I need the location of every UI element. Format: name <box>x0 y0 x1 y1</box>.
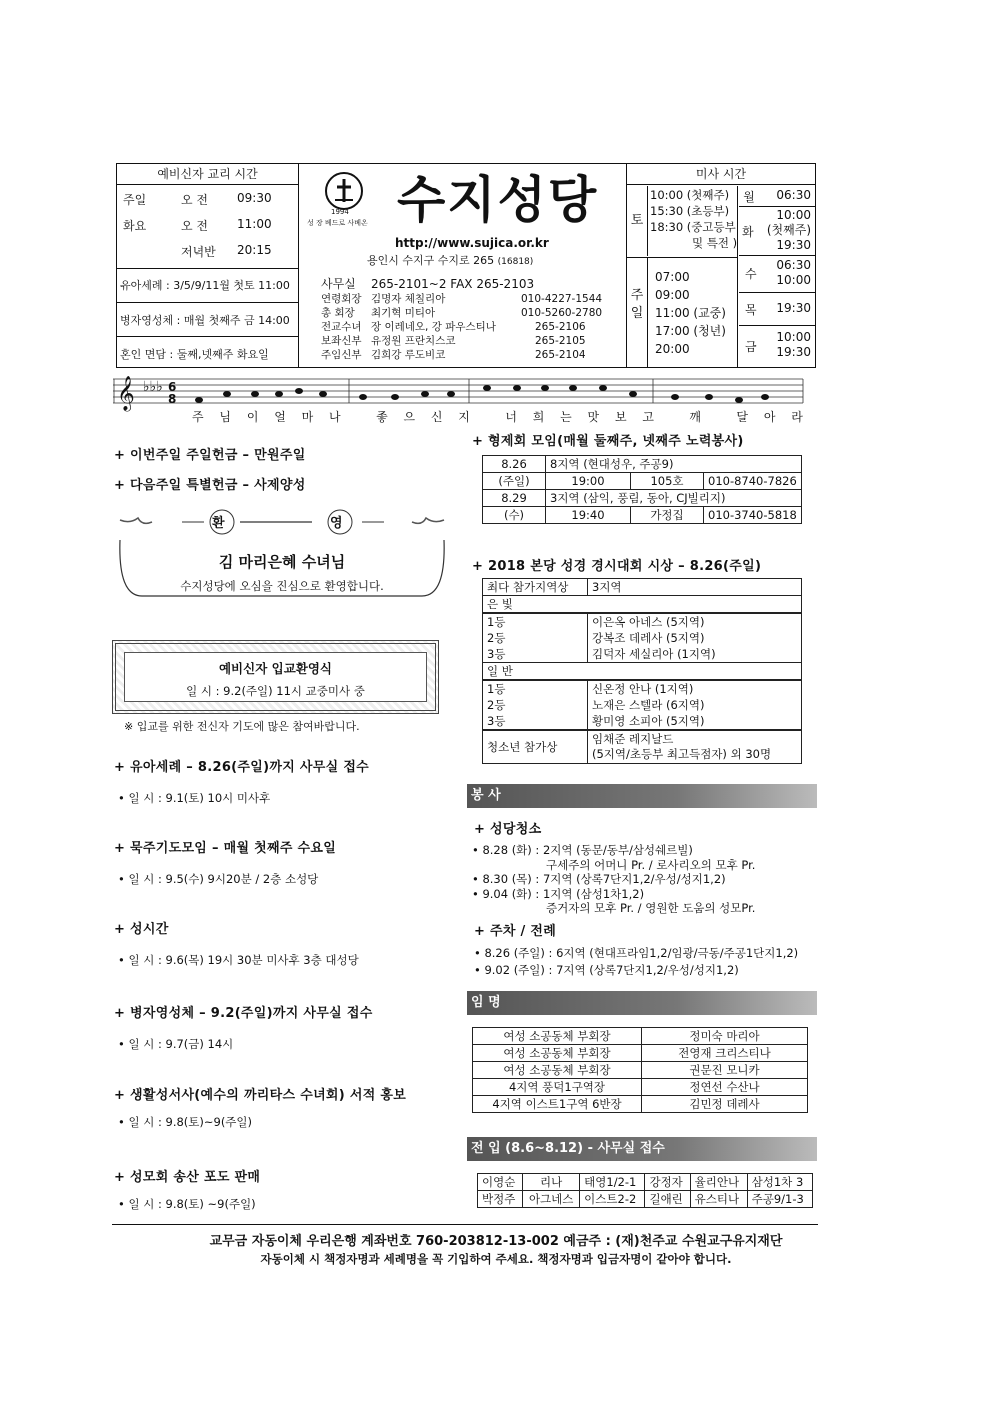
mass-time: 09:00 <box>655 288 690 302</box>
cell: 3등 <box>483 713 588 730</box>
cell: 1등 <box>483 613 588 630</box>
contact-phone: 265-2104 <box>535 349 586 361</box>
notice-detail: • 일 시 : 9.1(토) 10시 미사후 <box>118 791 271 805</box>
table-row <box>473 1096 808 1113</box>
table-row <box>473 1028 808 1045</box>
cell: 19:40 <box>546 507 631 524</box>
youth-winner: 임채준 레지날드 <box>592 732 674 746</box>
list-item: • 8.26 (주일) : 6지역 (현대프라임1,2/임광/극동/주공1단지1,2) <box>474 946 799 960</box>
day: 화요 <box>123 219 147 233</box>
notice-heading: + 성모회 송산 포도 판매 <box>114 1170 261 1185</box>
notice-detail: • 일 시 : 9.7(금) 14시 <box>118 1037 234 1051</box>
mass-time: 11:00 (교중) <box>655 306 726 320</box>
list-item: 구세주의 어머니 Pr. / 로사리오의 모후 Pr. <box>546 857 756 872</box>
weekday-times-list <box>776 258 811 288</box>
ceremony-inner <box>124 652 427 702</box>
table-row <box>483 613 802 630</box>
mass-time: 10:00 <box>776 330 811 344</box>
cell: 아그네스 <box>523 1191 580 1208</box>
cell: 105호 <box>631 473 704 490</box>
cell: 신온정 안나 (1지역) <box>588 680 802 697</box>
welcome-char-2: 영 <box>330 516 343 531</box>
parish-address: 용인시 수지구 수지로 265 <box>367 254 495 267</box>
cell: 일 반 <box>483 663 802 681</box>
sunday-label-cell <box>627 257 648 367</box>
contact-phone: 265-2106 <box>535 321 586 333</box>
appointment-table <box>472 1027 808 1113</box>
cell: 010-8740-7826 <box>704 473 802 490</box>
contact-name: 유정원 프란치스코 <box>371 335 456 347</box>
weekday-row <box>739 293 815 326</box>
contact-row <box>321 306 621 320</box>
weekday-times <box>739 188 815 366</box>
list-item: • 8.30 (목) : 7지역 (상록7단지1,2/우성/성지1,2) <box>472 872 726 886</box>
sunday-label: 주 일 <box>630 288 644 321</box>
ampm: 저녁반 <box>181 245 216 259</box>
ceremony-box <box>112 640 439 714</box>
weekday-row <box>739 256 815 293</box>
table-row <box>483 730 802 764</box>
table-row <box>483 697 802 713</box>
cell: 이스트2-2 <box>580 1191 645 1208</box>
footer-account: 교무금 자동이체 우리은행 계좌번호 760-203812-13-002 예금주 : (재)천주교 수원교구유지재단 <box>209 1234 783 1249</box>
list-item: • 8.28 (화) : 2지역 (동문/동부/삼성쉐르빌) <box>472 843 693 857</box>
cross-icon <box>327 174 361 208</box>
mass-time: 19:30 <box>776 345 811 359</box>
contact-name: 김명자 체칠리아 <box>371 293 446 305</box>
cell: 정연선 수산나 <box>642 1079 808 1096</box>
cell: 청소년 참가상 <box>483 730 588 764</box>
weekday: 목 <box>745 303 757 317</box>
cleaning-title: + 성당청소 <box>474 822 542 837</box>
contact-name: 최기혁 미티아 <box>371 307 436 319</box>
welcome-char-1: 환 <box>212 516 225 531</box>
cell: 8지역 (현대성우, 주공9) <box>546 456 802 473</box>
welcome-banner <box>112 508 452 602</box>
contact-row <box>321 334 621 348</box>
catechumen-row <box>123 243 293 269</box>
list-item: • 9.02 (주일) : 7지역 (상록7단지1,2/우성/성지1,2) <box>474 963 739 977</box>
weekday: 월 <box>743 190 755 204</box>
contact-role: 전교수녀 <box>321 321 362 333</box>
notice-heading: + 병자영성체 – 9.2(주일)까지 사무실 접수 <box>114 1006 373 1021</box>
ampm: 오 전 <box>181 193 208 207</box>
cell: 4지역 이스트1구역 6반장 <box>473 1096 642 1113</box>
catechumen-rows <box>123 191 293 269</box>
cell: 010-3740-5818 <box>704 507 802 524</box>
table-row <box>478 1191 813 1208</box>
weekday: 금 <box>745 340 757 354</box>
service-bar: 봉 사 <box>467 784 817 808</box>
list-item: 증거자의 모후 Pr. / 영원한 도움의 성모Pr. <box>546 901 756 915</box>
mass-time: 10:00 <box>776 273 811 287</box>
parish-logo <box>325 172 363 210</box>
contacts-list <box>321 276 621 362</box>
table-row <box>483 456 802 473</box>
logo-text: 성 장 베드로 사베온 <box>307 219 368 227</box>
cleaning-list <box>472 843 755 916</box>
catechumen-row <box>123 191 293 217</box>
mass-box <box>626 163 816 368</box>
cell: 이영순 <box>478 1174 523 1191</box>
cell: 1등 <box>483 680 588 697</box>
mass-time: 06:30 <box>776 258 811 272</box>
parish-name: 수지성당 <box>397 171 599 229</box>
cell: 최다 참가지역상 <box>483 579 588 596</box>
contact-name: 김희강 루도비코 <box>371 349 446 361</box>
saturday-label: 토 <box>627 186 648 256</box>
parking-title: + 주차 / 전례 <box>474 924 557 939</box>
weekday-row <box>739 188 815 207</box>
cell: 전영재 크리스티나 <box>642 1045 808 1062</box>
treble-clef-icon: 𝄞 <box>117 376 135 411</box>
logo-year: 1994 <box>331 208 349 216</box>
parking-list <box>474 945 798 979</box>
cell: 여성 소공동체 부회장 <box>473 1045 642 1062</box>
cell: (수) <box>483 507 546 524</box>
cell: 은 빛 <box>483 596 802 614</box>
cell: (주일) <box>483 473 546 490</box>
parish-zip: (16818) <box>497 257 534 267</box>
mass-time: 07:00 <box>655 270 690 284</box>
notice-detail: • 일 시 : 9.8(토)~9(주일) <box>118 1115 253 1129</box>
contact-role: 사무실 <box>321 277 356 291</box>
time-signature-top: 6 <box>168 380 177 394</box>
baptism-time: 유아세례 : 3/5/9/11월 첫토 11:00 <box>120 279 290 292</box>
contact-role: 총 회장 <box>321 307 355 319</box>
weekday-row <box>739 207 815 256</box>
mass-time: 10:00 (첫째주) <box>650 188 730 202</box>
saturday-times <box>650 187 737 251</box>
table-row <box>483 596 802 614</box>
appointment-bar: 임 명 <box>467 991 817 1015</box>
bible-title: + 2018 본당 성경 경시대회 시상 – 8.26(주일) <box>472 559 762 574</box>
time-signature-bottom: 8 <box>168 392 177 406</box>
table-row <box>473 1079 808 1096</box>
cell: 박정주 <box>478 1191 523 1208</box>
contact-row <box>321 320 621 334</box>
cell: 이은옥 아네스 (5지역) <box>588 613 802 630</box>
cell: 정미숙 마리아 <box>642 1028 808 1045</box>
mass-time: 06:30 <box>776 188 811 202</box>
mass-time: 및 특전 ) <box>692 236 738 250</box>
cell: 유스티나 <box>690 1191 747 1208</box>
weekday-times-list <box>776 330 811 360</box>
cell: 3지역 <box>588 579 802 596</box>
contact-name: 장 이레네오, 강 파우스티나 <box>371 321 496 333</box>
table-row <box>483 473 802 490</box>
day: 주일 <box>123 193 147 207</box>
table-row <box>478 1174 813 1191</box>
cell: 여성 소공동체 부회장 <box>473 1028 642 1045</box>
contact-role: 주임신부 <box>321 349 362 361</box>
bible-table <box>482 578 802 764</box>
contact-row <box>321 292 621 306</box>
cell: 8.29 <box>483 490 546 507</box>
mass-time: (첫째주) <box>766 223 811 237</box>
mass-time: 20:00 <box>655 342 690 356</box>
welcome-message: 수지성당에 오심을 진심으로 환영합니다. <box>180 579 384 593</box>
table-row <box>483 579 802 596</box>
mass-title: 미사 시간 <box>627 164 815 185</box>
move-in-table <box>477 1173 813 1208</box>
parish-url[interactable]: http://www.sujica.or.kr <box>395 236 549 250</box>
cell: 3지역 (삼익, 풍림, 동아, CJ빌리지) <box>546 490 802 507</box>
welcome-name: 김 마리은혜 수녀님 <box>218 553 346 571</box>
cell <box>588 730 802 764</box>
parish-address-line <box>367 252 533 268</box>
notice-heading: + 묵주기도모임 – 매월 첫째주 수요일 <box>114 841 337 856</box>
table-row <box>483 680 802 697</box>
brothers-table <box>482 455 802 524</box>
cell: 리나 <box>523 1174 580 1191</box>
wedding-interview: 혼인 면담 : 둘째,넷째주 화요일 <box>120 348 269 361</box>
flat-icon: ♭♭♭ <box>143 379 163 395</box>
cell: 강복조 데레사 (5지역) <box>588 630 802 646</box>
notice-heading: + 유아세례 – 8.26(주일)까지 사무실 접수 <box>114 760 370 775</box>
list-item: • 9.04 (화) : 1지역 (삼성1차1,2) <box>472 886 645 901</box>
notice-detail: • 일 시 : 9.5(수) 9시20분 / 2층 소성당 <box>118 872 319 886</box>
catechumen-box <box>116 163 299 368</box>
cell: 율리안나 <box>690 1174 747 1191</box>
youth-winner-note: (5지역/초등부 최고득점자) 외 30명 <box>592 747 772 761</box>
catechumen-row <box>123 217 293 243</box>
cell: 2등 <box>483 697 588 713</box>
mass-time: 15:30 (초등부) <box>650 204 730 218</box>
notice-heading: + 생활성서사(예수의 까리타스 수녀회) 서적 홍보 <box>114 1088 407 1103</box>
ceremony-date: 일 시 : 9.2(주일) 11시 교중미사 중 <box>186 684 365 698</box>
cell: 황미영 소피아 (5지역) <box>588 713 802 730</box>
table-row <box>483 713 802 730</box>
cell: 권문진 모니카 <box>642 1062 808 1079</box>
footer-note: 자동이체 시 책정자명과 세례명을 꼭 기입하여 주세요. 책정자명과 입금자명이 같아야 합니다. <box>260 1252 732 1266</box>
cell: 여성 소공동체 부회장 <box>473 1062 642 1079</box>
weekday: 수 <box>745 267 757 281</box>
contact-name: 265-2101~2 FAX 265-2103 <box>371 277 535 291</box>
contact-phone: 265-2105 <box>535 335 586 347</box>
offering-notice: + 이번주일 주일헌금 – 만원주일 <box>114 448 306 463</box>
time: 11:00 <box>237 217 272 231</box>
contact-phone: 010-5260-2780 <box>521 307 603 319</box>
mass-time: 17:00 (청년) <box>655 324 726 338</box>
weekday-times-list <box>767 208 811 253</box>
contact-role: 연령회장 <box>321 293 362 305</box>
move-in-bar: 전 입 (8.6~8.12) - 사무실 접수 <box>467 1137 817 1161</box>
cell: 8.26 <box>483 456 546 473</box>
day <box>123 243 181 269</box>
notice-heading: + 성시간 <box>114 922 169 937</box>
ampm: 오 전 <box>181 219 208 233</box>
table-row <box>483 630 802 646</box>
table-row <box>483 663 802 681</box>
cell: 길애린 <box>645 1191 690 1208</box>
mass-time: 18:30 (중고등부 <box>650 220 736 234</box>
hymn-staff <box>113 373 805 413</box>
notice-detail: • 일 시 : 9.6(목) 19시 30분 미사후 3층 대성당 <box>118 953 359 967</box>
music-staff <box>113 373 805 413</box>
cell: 가정집 <box>631 507 704 524</box>
cell: 2등 <box>483 630 588 646</box>
sunday-times <box>655 268 726 358</box>
ceremony-note: ※ 입교를 위한 전신자 기도에 많은 참여바랍니다. <box>124 720 360 733</box>
next-offering-notice: + 다음주일 특별헌금 – 사제양성 <box>114 478 306 493</box>
cell: 김민정 데레사 <box>642 1096 808 1113</box>
notes <box>195 385 769 403</box>
notice-detail: • 일 시 : 9.8(토) ~9(주일) <box>118 1197 256 1211</box>
time: 20:15 <box>237 243 272 257</box>
contact-row <box>321 348 621 362</box>
cell: 3등 <box>483 646 588 663</box>
mass-time: 19:30 <box>776 301 811 315</box>
contact-phone: 010-4227-1544 <box>521 293 603 305</box>
ceremony-title: 예비신자 입교환영식 <box>218 661 333 676</box>
parish-box <box>299 163 626 368</box>
hymn-lyrics: 주 님 이 얼 마 나 좋 으 신 지 너 희 는 맛 보 고 깨 달 아 라 <box>192 410 809 424</box>
table-row <box>473 1062 808 1079</box>
cell: 태영1/2-1 <box>580 1174 645 1191</box>
catechumen-title: 예비신자 교리 시간 <box>117 164 298 185</box>
cell: 주공9/1-3 <box>747 1191 812 1208</box>
table-row <box>483 490 802 507</box>
mass-time: 10:00 <box>776 208 811 222</box>
table-row <box>483 507 802 524</box>
brothers-title: + 형제회 모임(매월 둘째주, 넷째주 노력봉사) <box>472 434 744 449</box>
cell: 4지역 풍덕1구역장 <box>473 1079 642 1096</box>
weekday: 화 <box>742 225 754 239</box>
cell: 강정자 <box>645 1174 690 1191</box>
table-row <box>483 646 802 663</box>
cell: 19:00 <box>546 473 631 490</box>
time: 09:30 <box>237 191 272 205</box>
cell: 김덕자 세실리아 (1지역) <box>588 646 802 663</box>
weekday-row <box>739 326 815 366</box>
cell: 노재은 스텔라 (6지역) <box>588 697 802 713</box>
footer-rule <box>112 1224 818 1225</box>
contact-role: 보좌신부 <box>321 335 362 347</box>
cell: 삼성1차 3 <box>747 1174 812 1191</box>
mass-time: 19:30 <box>776 238 811 252</box>
sick-communion-time: 병자영성체 : 매월 첫째주 금 14:00 <box>120 314 290 327</box>
table-row <box>473 1045 808 1062</box>
contact-row <box>321 276 621 292</box>
